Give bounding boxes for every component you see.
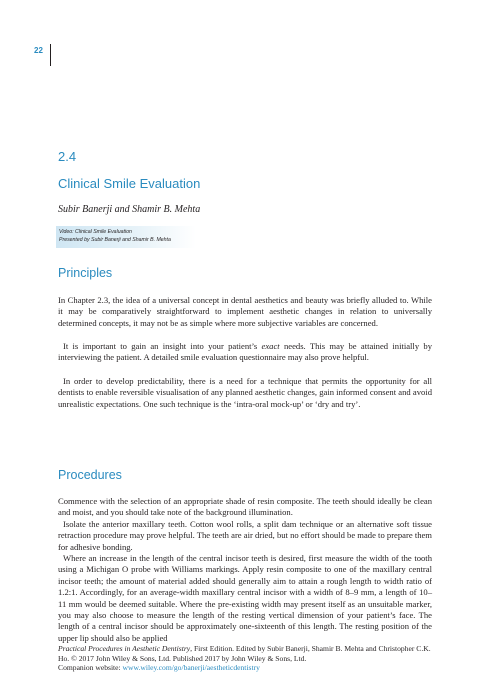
section-authors: Subir Banerji and Shamir B. Mehta [58, 204, 201, 215]
procedures-paragraph-3: Where an increase in the length of the central incisor teeth is desired, first measure the width of the tooth using a Michigan O probe with Williams markings. Apply resin composite to one of the maxillary central incisor teeth; the amount of material added should generally aim to attain a rough length to width ratio of 1.2:1. Accordingly, for an average-width maxillary central incisor with a width of 8–9 mm, a length of 10–11 mm would be deemed suitable. Where the pre-existing width may present itself as an unsuitable marker, you may also choose to measure the length of the resting vertical dimension of your patient’s face. The length of a central incisor should be approximately one-sixteenth of this length. The resting position of the upper lip should also be applied [58, 553, 432, 643]
procedures-paragraph-2: Isolate the anterior maxillary teeth. Cotton wool rolls, a split dam technique or an alternative soft tissue retraction procedure may prove helpful. The teeth are air dried, but no effort should be made to prepare them for adhesive bonding. [58, 519, 432, 552]
website-label: Companion website: [58, 663, 123, 673]
page-number: 22 [34, 46, 43, 55]
video-presenters: Presented by Subir Banerji and Shamir B. Mehta [59, 237, 171, 243]
procedures-heading: Procedures [58, 468, 122, 482]
principles-paragraph-3: In order to develop predictability, there is a need for a technique that permits the opportunity for all dentists to enable reversible visualisation of any planned aesthetic changes, gain informed consent and avoid unrealistic expectations. One such technique is the ‘intra-oral mock-up’ or ‘dry and try’. [58, 376, 432, 409]
principles-heading: Principles [58, 266, 113, 280]
companion-website-link[interactable]: www.wiley.com/go/banerji/aestheticdentistry [122, 663, 260, 673]
section-number: 2.4 [58, 149, 77, 164]
principles-paragraph-1: In Chapter 2.3, the idea of a universal concept in dental aesthetics and beauty was briefly alluded to. While it may be comparatively straightforward to implement aesthetic changes in relation to universally determined concepts, it may not be as simple where more subjective variables are concerned. [58, 295, 432, 328]
section-title: Clinical Smile Evaluation [58, 176, 201, 191]
procedures-paragraph-1: Commence with the selection of an appropriate shade of resin composite. The teeth should ideally be clean and moist, and you should take note of the background illumination. [58, 496, 432, 518]
citation-footer [58, 644, 438, 673]
edition-text: , First Edition. Edited by Subir Banerji, Shamir B. Mehta and Christopher C.K. Ho. © 2017 John Wiley & Sons, Ltd. Published 2017 by John Wiley & Sons, Ltd. [58, 644, 431, 663]
page-number-rule [50, 44, 51, 66]
emphasis-exact: exact [261, 341, 280, 351]
book-title: Practical Procedures in Aesthetic Dentistry [58, 644, 191, 653]
video-callout[interactable] [56, 226, 196, 248]
video-title: Video: Clinical Smile Evaluation [59, 229, 132, 235]
principles-paragraph-2: It is important to gain an insight into your patient’s exact needs. This may be attained initially by interviewing the patient. A detailed smile evaluation questionnaire may also prove helpful. [58, 341, 433, 363]
